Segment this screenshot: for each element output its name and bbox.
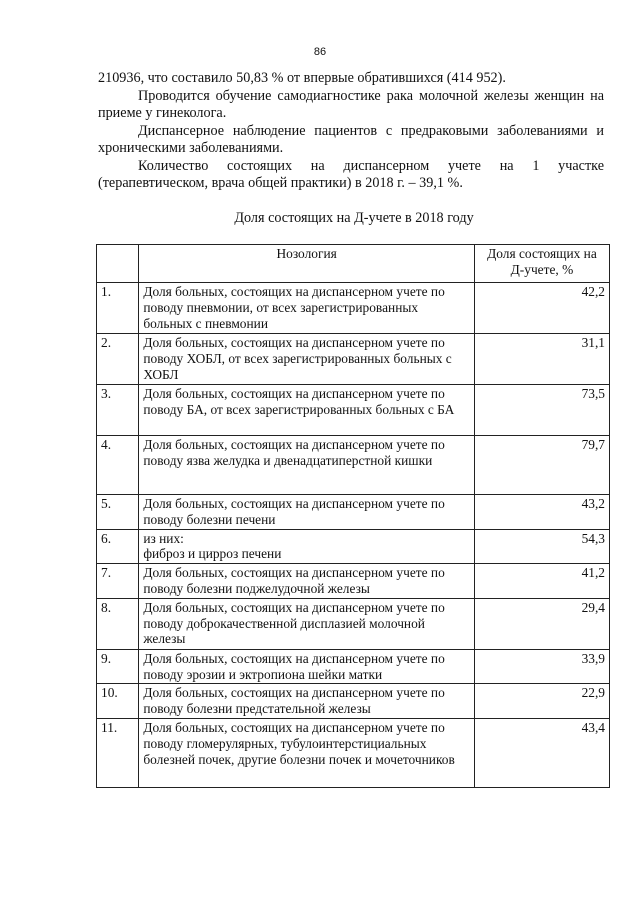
row-value: 79,7 bbox=[474, 436, 609, 495]
page-number: 86 bbox=[313, 46, 327, 58]
row-value: 43,4 bbox=[474, 718, 609, 787]
row-num: 8. bbox=[97, 598, 139, 649]
header-num bbox=[97, 245, 139, 283]
nosology-table bbox=[96, 244, 610, 788]
row-name: Доля больных, состоящих на диспансерном учете по поводу язва желудка и двенадцатиперстной кишки bbox=[139, 436, 475, 495]
row-name: Доля больных, состоящих на диспансерном учете по поводу эрозии и эктропиона шейки матки bbox=[139, 649, 475, 684]
body-text bbox=[98, 70, 604, 193]
row-value: 54,3 bbox=[474, 529, 609, 564]
row-name: Доля больных, состоящих на диспансерном учете по поводу доброкачественной дисплазией молочной железы bbox=[139, 598, 475, 649]
row-name: Доля больных, состоящих на диспансерном учете по поводу болезни поджелудочной железы bbox=[139, 564, 475, 599]
row-value: 31,1 bbox=[474, 334, 609, 385]
row-value: 29,4 bbox=[474, 598, 609, 649]
paragraph-3: Диспансерное наблюдение пациентов с предраковыми заболеваниями и хроническими заболеваниями. bbox=[98, 122, 604, 156]
paragraph-2: Проводится обучение самодиагностике рака молочной железы женщин на приеме у гинеколога. bbox=[98, 87, 604, 121]
row-num: 1. bbox=[97, 283, 139, 334]
row-value: 41,2 bbox=[474, 564, 609, 599]
table-row bbox=[97, 684, 610, 719]
table-row bbox=[97, 385, 610, 436]
table-row bbox=[97, 529, 610, 564]
row-num: 4. bbox=[97, 436, 139, 495]
header-nosology: Нозология bbox=[139, 245, 475, 283]
row-name: Доля больных, состоящих на диспансерном учете по поводу болезни предстательной железы bbox=[139, 684, 475, 719]
row-num: 11. bbox=[97, 718, 139, 787]
table-header-row bbox=[97, 245, 610, 283]
row-name: Доля больных, состоящих на диспансерном учете по поводу БА, от всех зарегистрированных больных с БА bbox=[139, 385, 475, 436]
row-value: 42,2 bbox=[474, 283, 609, 334]
row-num: 10. bbox=[97, 684, 139, 719]
row-name: из них: фиброз и цирроз печени bbox=[139, 529, 475, 564]
row-num: 2. bbox=[97, 334, 139, 385]
row-value: 73,5 bbox=[474, 385, 609, 436]
row-num: 5. bbox=[97, 495, 139, 530]
table-row bbox=[97, 495, 610, 530]
table-row bbox=[97, 436, 610, 495]
table-row bbox=[97, 334, 610, 385]
row-name: Доля больных, состоящих на диспансерном учете по поводу болезни печени bbox=[139, 495, 475, 530]
row-num: 7. bbox=[97, 564, 139, 599]
header-share: Доля состоящих на Д-учете, % bbox=[474, 245, 609, 283]
table-row bbox=[97, 649, 610, 684]
table-row bbox=[97, 598, 610, 649]
row-name: Доля больных, состоящих на диспансерном учете по поводу ХОБЛ, от всех зарегистрированных больных с ХОБЛ bbox=[139, 334, 475, 385]
row-name: Доля больных, состоящих на диспансерном учете по поводу гломерулярных, тубулоинтерстициальных болезней почек, другие болезни почек и мочеточников bbox=[139, 718, 475, 787]
row-value: 22,9 bbox=[474, 684, 609, 719]
table-row bbox=[97, 718, 610, 787]
row-num: 6. bbox=[97, 529, 139, 564]
row-name: Доля больных, состоящих на диспансерном учете по поводу пневмонии, от всех зарегистрированных больных с пневмонии bbox=[139, 283, 475, 334]
table-row bbox=[97, 283, 610, 334]
paragraph-4: Количество состоящих на диспансерном учете на 1 участке (терапевтическом, врача общей практики) в 2018 г. – 39,1 %. bbox=[98, 157, 604, 191]
row-num: 9. bbox=[97, 649, 139, 684]
paragraph-1: 210936, что составило 50,83 % от впервые обратившихся (414 952). bbox=[98, 70, 506, 86]
row-value: 33,9 bbox=[474, 649, 609, 684]
table-title: Доля состоящих на Д-учете в 2018 году bbox=[234, 210, 474, 226]
table-row bbox=[97, 564, 610, 599]
row-num: 3. bbox=[97, 385, 139, 436]
row-value: 43,2 bbox=[474, 495, 609, 530]
